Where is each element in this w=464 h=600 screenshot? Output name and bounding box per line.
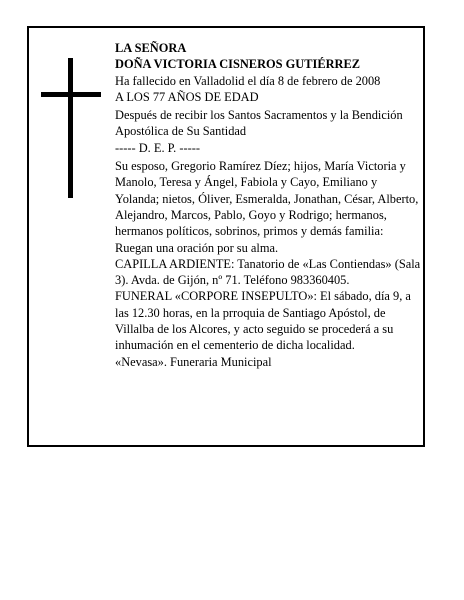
funeral-text: FUNERAL «CORPORE INSEPULTO»: El sábado, día 9, a las 12.30 horas, en la prroquia de Santiago Apóstol, de Villalba de los Alcores, y acto seguido se procederá a su inhumación en el cementerio de dicha localidad. (115, 289, 411, 353)
prayer-text: Ruegan una oración por su alma. (115, 240, 279, 255)
rip-line: ----- D. E. P. ----- (115, 140, 200, 155)
cross-icon (41, 58, 101, 198)
family-text: Su esposo, Gregorio Ramírez Díez; hijos, María Victoria y Manolo, Teresa y Ángel, Fabiola y Cayo, Emiliano y Yolanda; nietos, Óliver, Esmeralda, Jonathan, César, Alberto, Alejandro, Marcos, Pablo, Goyo y Rodrigo; hermanos, hermanos políticos, sobrinos, primos y demás familia: (115, 159, 419, 239)
heading: LA SEÑORA (115, 41, 187, 55)
obituary-notice (27, 26, 425, 447)
death-line: Ha fallecido en Valladolid el día 8 de febrero de 2008 (115, 73, 381, 88)
age-line: A LOS 77 AÑOS DE EDAD (115, 89, 259, 104)
cross-horizontal-bar (41, 92, 101, 97)
deceased-name: DOÑA VICTORIA CISNEROS GUTIÉRREZ (115, 57, 361, 72)
funeral-home-text: «Nevasa». Funeraria Municipal (115, 354, 272, 369)
cross-vertical-bar (68, 58, 73, 198)
obituary-text (115, 40, 421, 370)
sacraments-text: Después de recibir los Santos Sacramentos y la Bendición Apostólica de Su Santidad (115, 108, 403, 139)
chapel-text: CAPILLA ARDIENTE: Tanatorio de «Las Contiendas» (Sala 3). Avda. de Gijón, nº 71. Teléfono 983360405. (115, 256, 421, 288)
